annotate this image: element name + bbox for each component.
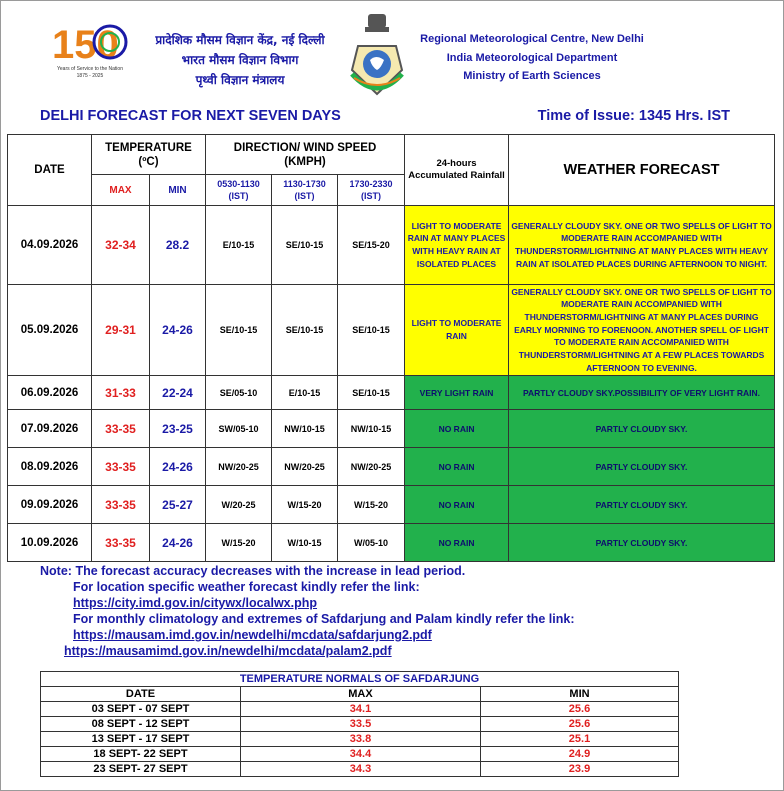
note-link-row-2 bbox=[40, 627, 575, 643]
header-slot-1 bbox=[206, 175, 272, 206]
issue-time: Time of Issue: 1345 Hrs. IST bbox=[537, 108, 730, 124]
table-row bbox=[8, 448, 775, 486]
normals-date: 18 SEPT- 22 SEPT bbox=[41, 747, 241, 762]
row-wind-3: SE/10-15 bbox=[338, 376, 405, 410]
row-min: 24-26 bbox=[150, 285, 206, 376]
row-wind-1: E/10-15 bbox=[206, 206, 272, 285]
row-forecast: PARTLY CLOUDY SKY. bbox=[509, 524, 775, 562]
header-weather-forecast: WEATHER FORECAST bbox=[509, 135, 775, 206]
note-link-row-3 bbox=[40, 643, 575, 659]
header-temperature-unit: (ºC) bbox=[138, 155, 159, 168]
header-date: DATE bbox=[8, 135, 92, 206]
header-max: MAX bbox=[92, 175, 150, 206]
row-min: 23-25 bbox=[150, 410, 206, 448]
normals-header-min: MIN bbox=[481, 687, 679, 702]
header-temperature-label: TEMPERATURE bbox=[105, 141, 192, 154]
table-row bbox=[8, 524, 775, 562]
row-wind-1: SE/10-15 bbox=[206, 285, 272, 376]
normals-date: 03 SEPT - 07 SEPT bbox=[41, 702, 241, 717]
row-forecast: PARTLY CLOUDY SKY.POSSIBILITY OF VERY LIGHT RAIN. bbox=[509, 376, 775, 410]
table-header-row bbox=[8, 135, 775, 175]
row-max: 33-35 bbox=[92, 486, 150, 524]
logo-number: 150 bbox=[52, 23, 119, 67]
row-rainfall: NO RAIN bbox=[405, 524, 509, 562]
row-rainfall: LIGHT TO MODERATE RAIN AT MANY PLACES WITH HEAVY RAIN AT ISOLATED PLACES bbox=[405, 206, 509, 285]
note-link-row-1 bbox=[40, 595, 575, 611]
table-row bbox=[41, 702, 679, 717]
hindi-line-1: प्रादेशिक मौसम विज्ञान केंद्र, नई दिल्ली bbox=[155, 33, 325, 47]
row-max: 32-34 bbox=[92, 206, 150, 285]
table-row bbox=[41, 747, 679, 762]
note-label: Note: bbox=[40, 564, 72, 578]
note-accuracy-text: The forecast accuracy decreases with the increase in lead period. bbox=[75, 564, 466, 578]
row-rainfall: LIGHT TO MODERATE RAIN bbox=[405, 285, 509, 376]
row-wind-2: SE/10-15 bbox=[272, 206, 338, 285]
row-forecast: PARTLY CLOUDY SKY. bbox=[509, 448, 775, 486]
table-row bbox=[8, 206, 775, 285]
row-date: 08.09.2026 bbox=[8, 448, 92, 486]
normals-min: 24.9 bbox=[481, 747, 679, 762]
row-date: 07.09.2026 bbox=[8, 410, 92, 448]
row-rainfall: NO RAIN bbox=[405, 486, 509, 524]
row-wind-1: NW/20-25 bbox=[206, 448, 272, 486]
hindi-line-3: पृथ्वी विज्ञान मंत्रालय bbox=[195, 73, 285, 87]
row-forecast: PARTLY CLOUDY SKY. bbox=[509, 486, 775, 524]
slot-3-time: 1730-2330 bbox=[349, 179, 393, 189]
english-line-2: India Meteorological Department bbox=[446, 51, 618, 64]
header-rainfall: 24-hours Accumulated Rainfall bbox=[405, 135, 509, 206]
row-max: 33-35 bbox=[92, 448, 150, 486]
row-rainfall: NO RAIN bbox=[405, 410, 509, 448]
row-wind-3: W/05-10 bbox=[338, 524, 405, 562]
row-rainfall: VERY LIGHT RAIN bbox=[405, 376, 509, 410]
row-wind-1: W/20-25 bbox=[206, 486, 272, 524]
row-wind-1: SW/05-10 bbox=[206, 410, 272, 448]
row-min: 24-26 bbox=[150, 524, 206, 562]
slot-3-ist: (IST) bbox=[361, 191, 381, 201]
english-line-1: Regional Meteorological Centre, New Delhi bbox=[420, 33, 644, 45]
row-max: 29-31 bbox=[92, 285, 150, 376]
normals-min: 25.1 bbox=[481, 732, 679, 747]
slot-1-time: 0530-1130 bbox=[217, 179, 260, 189]
forecast-title: DELHI FORECAST FOR NEXT SEVEN DAYS bbox=[40, 108, 341, 124]
header-slot-3 bbox=[338, 175, 405, 206]
row-forecast: PARTLY CLOUDY SKY. bbox=[509, 410, 775, 448]
row-wind-2: SE/10-15 bbox=[272, 285, 338, 376]
row-wind-3: SE/15-20 bbox=[338, 206, 405, 285]
table-row bbox=[41, 717, 679, 732]
normals-min: 23.9 bbox=[481, 762, 679, 777]
normals-header-date: DATE bbox=[41, 687, 241, 702]
table-row bbox=[8, 410, 775, 448]
forecast-table bbox=[7, 134, 775, 562]
normals-title: TEMPERATURE NORMALS OF SAFDARJUNG bbox=[41, 672, 679, 687]
row-wind-3: NW/20-25 bbox=[338, 448, 405, 486]
palam-link[interactable]: https://mausamimd.gov.in/newdelhi/mcdata/palam2.pdf bbox=[64, 644, 392, 658]
normals-max: 34.1 bbox=[241, 702, 481, 717]
temperature-normals-table bbox=[40, 671, 679, 777]
row-wind-2: NW/10-15 bbox=[272, 410, 338, 448]
slot-2-ist: (IST) bbox=[294, 191, 315, 201]
normals-max: 33.5 bbox=[241, 717, 481, 732]
header-wind-label: DIRECTION/ WIND SPEED bbox=[233, 141, 377, 154]
row-forecast: GENERALLY CLOUDY SKY. ONE OR TWO SPELLS OF LIGHT TO MODERATE RAIN ACCOMPANIED WITH THUNDERSTORM/LIGHTNING AT MANY PLACES DURING EARLY MORNING TO FORENOON. ANOTHER SPELL OF LIGHT TO MODERATE RAIN ACCOMPANIED WITH THUNDERSTORM/LIGHTNING AT A FEW PLACES TOWARDS AFTERNOON TO EVENING. bbox=[509, 285, 775, 376]
row-wind-2: E/10-15 bbox=[272, 376, 338, 410]
imd-emblem-icon bbox=[344, 12, 410, 102]
table-row bbox=[8, 486, 775, 524]
row-max: 31-33 bbox=[92, 376, 150, 410]
row-wind-1: SE/05-10 bbox=[206, 376, 272, 410]
row-min: 28.2 bbox=[150, 206, 206, 285]
note-line-3: For monthly climatology and extremes of Safdarjung and Palam kindly refer the link: bbox=[73, 612, 575, 626]
slot-1-ist: (IST) bbox=[228, 191, 249, 201]
normals-date: 08 SEPT - 12 SEPT bbox=[41, 717, 241, 732]
hindi-header bbox=[140, 30, 340, 90]
normals-max: 34.3 bbox=[241, 762, 481, 777]
normals-title-row bbox=[41, 672, 679, 687]
logo-years: 1875 - 2025 bbox=[76, 73, 104, 79]
header-wind bbox=[206, 135, 405, 175]
english-line-3: Ministry of Earth Sciences bbox=[463, 70, 601, 82]
header-min: MIN bbox=[150, 175, 206, 206]
normals-max: 33.8 bbox=[241, 732, 481, 747]
note-block bbox=[40, 563, 575, 659]
row-date: 10.09.2026 bbox=[8, 524, 92, 562]
row-date: 04.09.2026 bbox=[8, 206, 92, 285]
normals-min: 25.6 bbox=[481, 702, 679, 717]
row-date: 09.09.2026 bbox=[8, 486, 92, 524]
row-date: 06.09.2026 bbox=[8, 376, 92, 410]
header-wind-unit: (KMPH) bbox=[284, 155, 326, 168]
row-wind-3: W/15-20 bbox=[338, 486, 405, 524]
row-wind-2: W/15-20 bbox=[272, 486, 338, 524]
row-min: 24-26 bbox=[150, 448, 206, 486]
english-header bbox=[412, 30, 652, 86]
normals-header-max: MAX bbox=[241, 687, 481, 702]
hindi-line-2: भारत मौसम विज्ञान विभाग bbox=[181, 53, 299, 67]
table-row bbox=[8, 376, 775, 410]
row-date: 05.09.2026 bbox=[8, 285, 92, 376]
safdarjung-link[interactable]: https://mausam.imd.gov.in/newdelhi/mcdata/safdarjung2.pdf bbox=[73, 628, 432, 642]
note-line-2: For location specific weather forecast kindly refer the link: bbox=[73, 580, 420, 594]
row-wind-3: SE/10-15 bbox=[338, 285, 405, 376]
row-max: 33-35 bbox=[92, 524, 150, 562]
slot-2-time: 1130-1730 bbox=[283, 179, 326, 189]
normals-max: 34.4 bbox=[241, 747, 481, 762]
table-row bbox=[8, 285, 775, 376]
normals-date: 13 SEPT - 17 SEPT bbox=[41, 732, 241, 747]
row-wind-3: NW/10-15 bbox=[338, 410, 405, 448]
header-temperature bbox=[92, 135, 206, 175]
normals-min: 25.6 bbox=[481, 717, 679, 732]
table-row bbox=[41, 762, 679, 777]
row-wind-2: W/10-15 bbox=[272, 524, 338, 562]
normals-date: 23 SEPT- 27 SEPT bbox=[41, 762, 241, 777]
normals-header-row bbox=[41, 687, 679, 702]
city-forecast-link[interactable]: https://city.imd.gov.in/citywx/localwx.php bbox=[73, 596, 318, 610]
note-line-1 bbox=[40, 563, 575, 579]
row-wind-1: W/15-20 bbox=[206, 524, 272, 562]
row-max: 33-35 bbox=[92, 410, 150, 448]
row-min: 22-24 bbox=[150, 376, 206, 410]
row-rainfall: NO RAIN bbox=[405, 448, 509, 486]
row-min: 25-27 bbox=[150, 486, 206, 524]
table-row bbox=[41, 732, 679, 747]
row-wind-2: NW/20-25 bbox=[272, 448, 338, 486]
logo-caption: Years of Service to the Nation bbox=[57, 66, 123, 72]
header-slot-2 bbox=[272, 175, 338, 206]
row-forecast: GENERALLY CLOUDY SKY. ONE OR TWO SPELLS OF LIGHT TO MODERATE RAIN ACCOMPANIED WITH THUNDERSTORM/LIGHTNING AT MANY PLACES WITH HEAVY RAIN AT ISOLATED PLACES DURING AFTERNOON TO NIGHT. bbox=[509, 206, 775, 285]
imd-150-years-logo bbox=[50, 18, 130, 80]
